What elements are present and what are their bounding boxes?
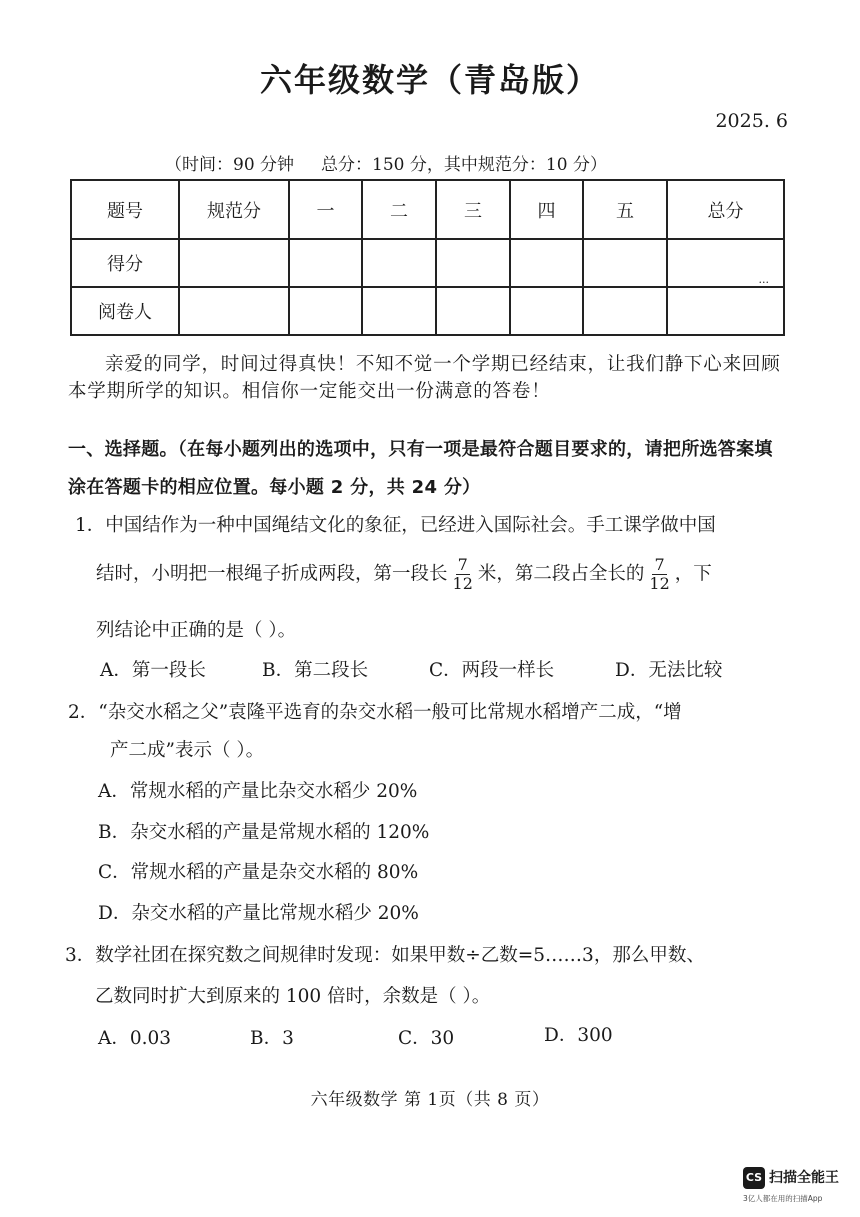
page-footer: 六年级数学 第 1页（共 8 页）	[310, 1090, 550, 1110]
fraction-numerator: 7	[457, 555, 468, 574]
question-3-line-2: 乙数同时扩大到原来的 100 倍时，余数是（ ）。	[95, 986, 491, 1007]
question-1-text-c: ，下	[674, 563, 712, 585]
option-d[interactable]: D．300	[544, 1025, 613, 1046]
score-cell[interactable]	[667, 239, 784, 287]
header-cell: 总分	[667, 180, 784, 239]
grader-cell[interactable]	[289, 287, 362, 335]
score-cell[interactable]	[436, 239, 510, 287]
row-label: 得分	[71, 239, 179, 287]
header-cell: 二	[362, 180, 436, 239]
option-b[interactable]: B．3	[250, 1028, 294, 1049]
option-c[interactable]: C．两段一样长	[429, 660, 555, 681]
score-cell[interactable]	[510, 239, 583, 287]
grader-cell[interactable]	[510, 287, 583, 335]
score-cell[interactable]	[362, 239, 436, 287]
option-c[interactable]: C．常规水稻的产量是杂交水稻的 80%	[98, 862, 419, 883]
option-a[interactable]: A．第一段长	[100, 660, 206, 681]
score-note: ...	[758, 273, 769, 286]
time-and-score-info: （时间：90 分钟 总分：150 分，其中规范分：10 分）	[165, 155, 607, 175]
exam-date: 2025. 6	[715, 110, 788, 132]
score-cell[interactable]	[179, 239, 289, 287]
camscanner-logo-icon: CS	[743, 1167, 765, 1189]
question-1-text-b: 米，第二段占全长的	[477, 563, 645, 585]
option-c[interactable]: C．30	[398, 1028, 455, 1049]
fraction	[647, 556, 671, 593]
header-cell: 四	[510, 180, 583, 239]
fraction-numerator: 7	[654, 555, 665, 574]
grader-cell[interactable]	[179, 287, 289, 335]
fraction	[451, 556, 475, 593]
grader-cell[interactable]	[436, 287, 510, 335]
fraction-denominator: 12	[649, 574, 670, 593]
score-table	[70, 179, 785, 336]
option-d[interactable]: D．杂交水稻的产量比常规水稻少 20%	[98, 903, 419, 924]
question-1-line-1: 1．中国结作为一种中国绳结文化的象征，已经进入国际社会。手工课学做中国	[75, 515, 716, 536]
watermark-name: 扫描全能王	[769, 1170, 839, 1186]
question-1-line-2	[96, 556, 712, 593]
grader-cell[interactable]	[667, 287, 784, 335]
header-cell: 题号	[71, 180, 179, 239]
score-table-header-row	[71, 180, 784, 239]
score-cell[interactable]	[289, 239, 362, 287]
option-d[interactable]: D．无法比较	[615, 660, 723, 681]
question-3-line-1: 3．数学社团在探究数之间规律时发现：如果甲数÷乙数=5……3，那么甲数、	[65, 945, 705, 966]
row-label: 阅卷人	[71, 287, 179, 335]
grader-cell[interactable]	[583, 287, 667, 335]
exam-title: 六年级数学（青岛版）	[259, 61, 600, 99]
grader-row	[71, 287, 784, 335]
section-heading: 一、选择题。（在每小题列出的选项中，只有一项是最符合题目要求的，请把所选答案填涂在答题卡的相应位置。每小题 2 分，共 24 分）	[68, 439, 773, 498]
header-cell: 一	[289, 180, 362, 239]
question-2-line-2: 产二成”表示（ ）。	[110, 740, 265, 761]
question-2-line-1: 2．“杂交水稻之父”袁隆平选育的杂交水稻一般可比常规水稻增产二成，“增	[68, 702, 682, 723]
option-b[interactable]: B．杂交水稻的产量是常规水稻的 120%	[98, 822, 430, 843]
header-cell: 三	[436, 180, 510, 239]
score-row	[71, 239, 784, 287]
watermark-subtitle: 3亿人都在用的扫描App	[743, 1194, 823, 1203]
question-1-text-a: 结时，小明把一根绳子折成两段，第一段长	[96, 563, 448, 585]
intro-paragraph: 亲爱的同学，时间过得真快！不知不觉一个学期已经结束，让我们静下心来回顾本学期所学的知识。相信你一定能交出一份满意的答卷！	[68, 354, 781, 402]
score-cell[interactable]	[583, 239, 667, 287]
question-1-line-3: 列结论中正确的是（ ）。	[96, 620, 297, 641]
option-a[interactable]: A．0.03	[98, 1028, 172, 1049]
fraction-denominator: 12	[452, 574, 473, 593]
header-cell: 规范分	[179, 180, 289, 239]
option-a[interactable]: A．常规水稻的产量比杂交水稻少 20%	[98, 781, 418, 802]
grader-cell[interactable]	[362, 287, 436, 335]
option-b[interactable]: B．第二段长	[262, 660, 369, 681]
header-cell: 五	[583, 180, 667, 239]
